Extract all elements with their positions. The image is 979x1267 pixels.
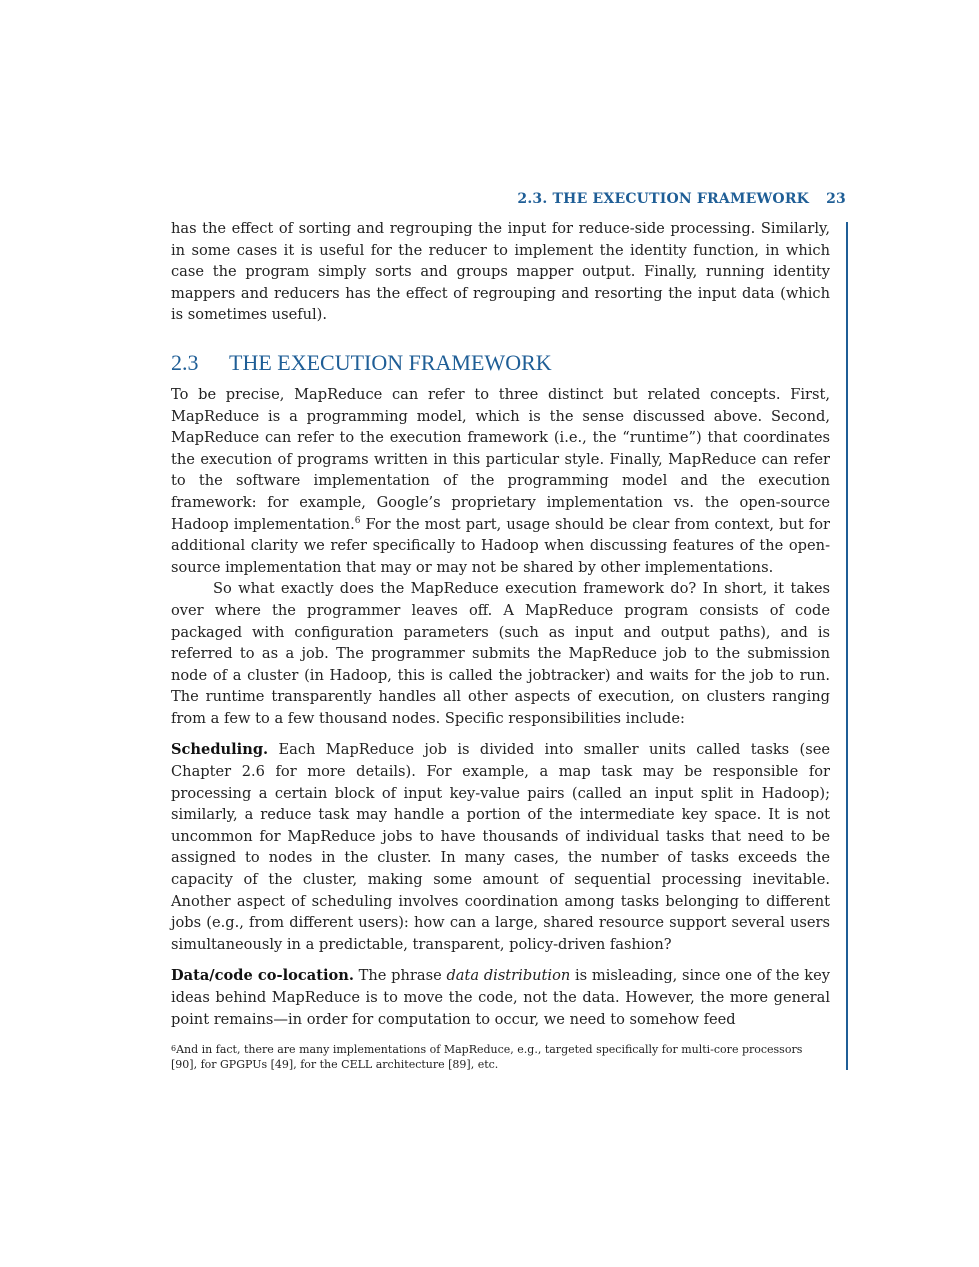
paragraph-definitions-part-b: For the most part, usage should be clear from context, but for additional clarity we refer specifically to Hadoop when discussing features of the open-source implementation that may or may not be shared by other implementations. bbox=[171, 515, 830, 576]
running-title: 2.3. THE EXECUTION FRAMEWORK bbox=[517, 191, 810, 207]
item-colocation-label: Data/code co-location. bbox=[171, 967, 354, 985]
footnote-text: And in fact, there are many implementations of MapReduce, e.g., targeted specifically for multi-core processors [90], for GPGPUs [49], for the CELL architecture [89], etc. bbox=[171, 1043, 803, 1071]
footnote bbox=[171, 1042, 830, 1072]
item-colocation-text-b: is misleading, since one of the key ideas behind MapReduce is to move the code, not the data. However, the more general point remains—in order for computation to occur, we need to somehow feed bbox=[171, 967, 830, 1028]
footnote-reference: 6 bbox=[354, 515, 361, 526]
item-colocation-text-a: The phrase bbox=[353, 967, 447, 985]
paragraph-definitions bbox=[171, 384, 830, 578]
section-title: THE EXECUTION FRAMEWORK bbox=[229, 349, 552, 375]
section-number: 2.3 bbox=[171, 349, 199, 375]
section-heading bbox=[171, 348, 830, 378]
item-scheduling-label: Scheduling. bbox=[171, 741, 269, 759]
intro-paragraph: has the effect of sorting and regrouping the input for reduce-side processing. Similarly, in some cases it is useful for the reducer to implement the identity function, in which case the program simply sorts and groups mapper output. Finally, running identity mappers and reducers has the effect of regrouping and resorting the input data (which is sometimes useful). bbox=[171, 220, 830, 324]
item-colocation bbox=[171, 965, 830, 1030]
item-colocation-emphasis: data distribution bbox=[446, 967, 571, 985]
page-number: 23 bbox=[826, 191, 846, 207]
item-scheduling-text: Each MapReduce job is divided into smaller units called tasks (see Chapter 2.6 for more details). For example, a map task may be responsible for processing a certain block of input key-value pairs (called an input split in Hadoop); similarly, a reduce task may handle a portion of the intermediate key space. It is not uncommon for MapReduce jobs to have thousands of individual tasks that need to be assigned to nodes in the cluster. In many cases, the number of tasks exceeds the capacity of the cluster, making some amount of sequential processing inevitable. Another aspect of scheduling involves coordination among tasks belonging to different jobs (e.g., from different users): how can a large, shared resource support several users simultaneously in a predictable, transparent, policy-driven fashion? bbox=[171, 741, 830, 953]
footnote-mark: 6 bbox=[171, 1044, 177, 1053]
paragraph-definitions-part-a: To be precise, MapReduce can refer to three distinct but related concepts. First, MapReduce is a programming model, which is the sense discussed above. Second, MapReduce can refer to the execution framework (i.e., the “runtime”) that coordinates the execution of programs written in this particular style. Finally, MapReduce can refer to the software implementation of the programming model and the execution framework: for example, Google’s proprietary implementation vs. the open-source Hadoop implementation. bbox=[171, 385, 830, 533]
item-scheduling bbox=[171, 739, 830, 955]
margin-rule bbox=[846, 222, 848, 1070]
paragraph-framework: So what exactly does the MapReduce execution framework do? In short, it takes over where the programmer leaves off. A MapReduce program consists of code packaged with configuration parameters (such as input and output paths), and is referred to as a job. The programmer submits the MapReduce job to the submission node of a cluster (in Hadoop, this is called the jobtracker) and waits for the job to run. The runtime transparently handles all other aspects of execution, on clusters ranging from a few to a few thousand nodes. Specific responsibilities include: bbox=[171, 580, 830, 727]
main-text bbox=[171, 218, 830, 1030]
running-head bbox=[171, 191, 846, 207]
